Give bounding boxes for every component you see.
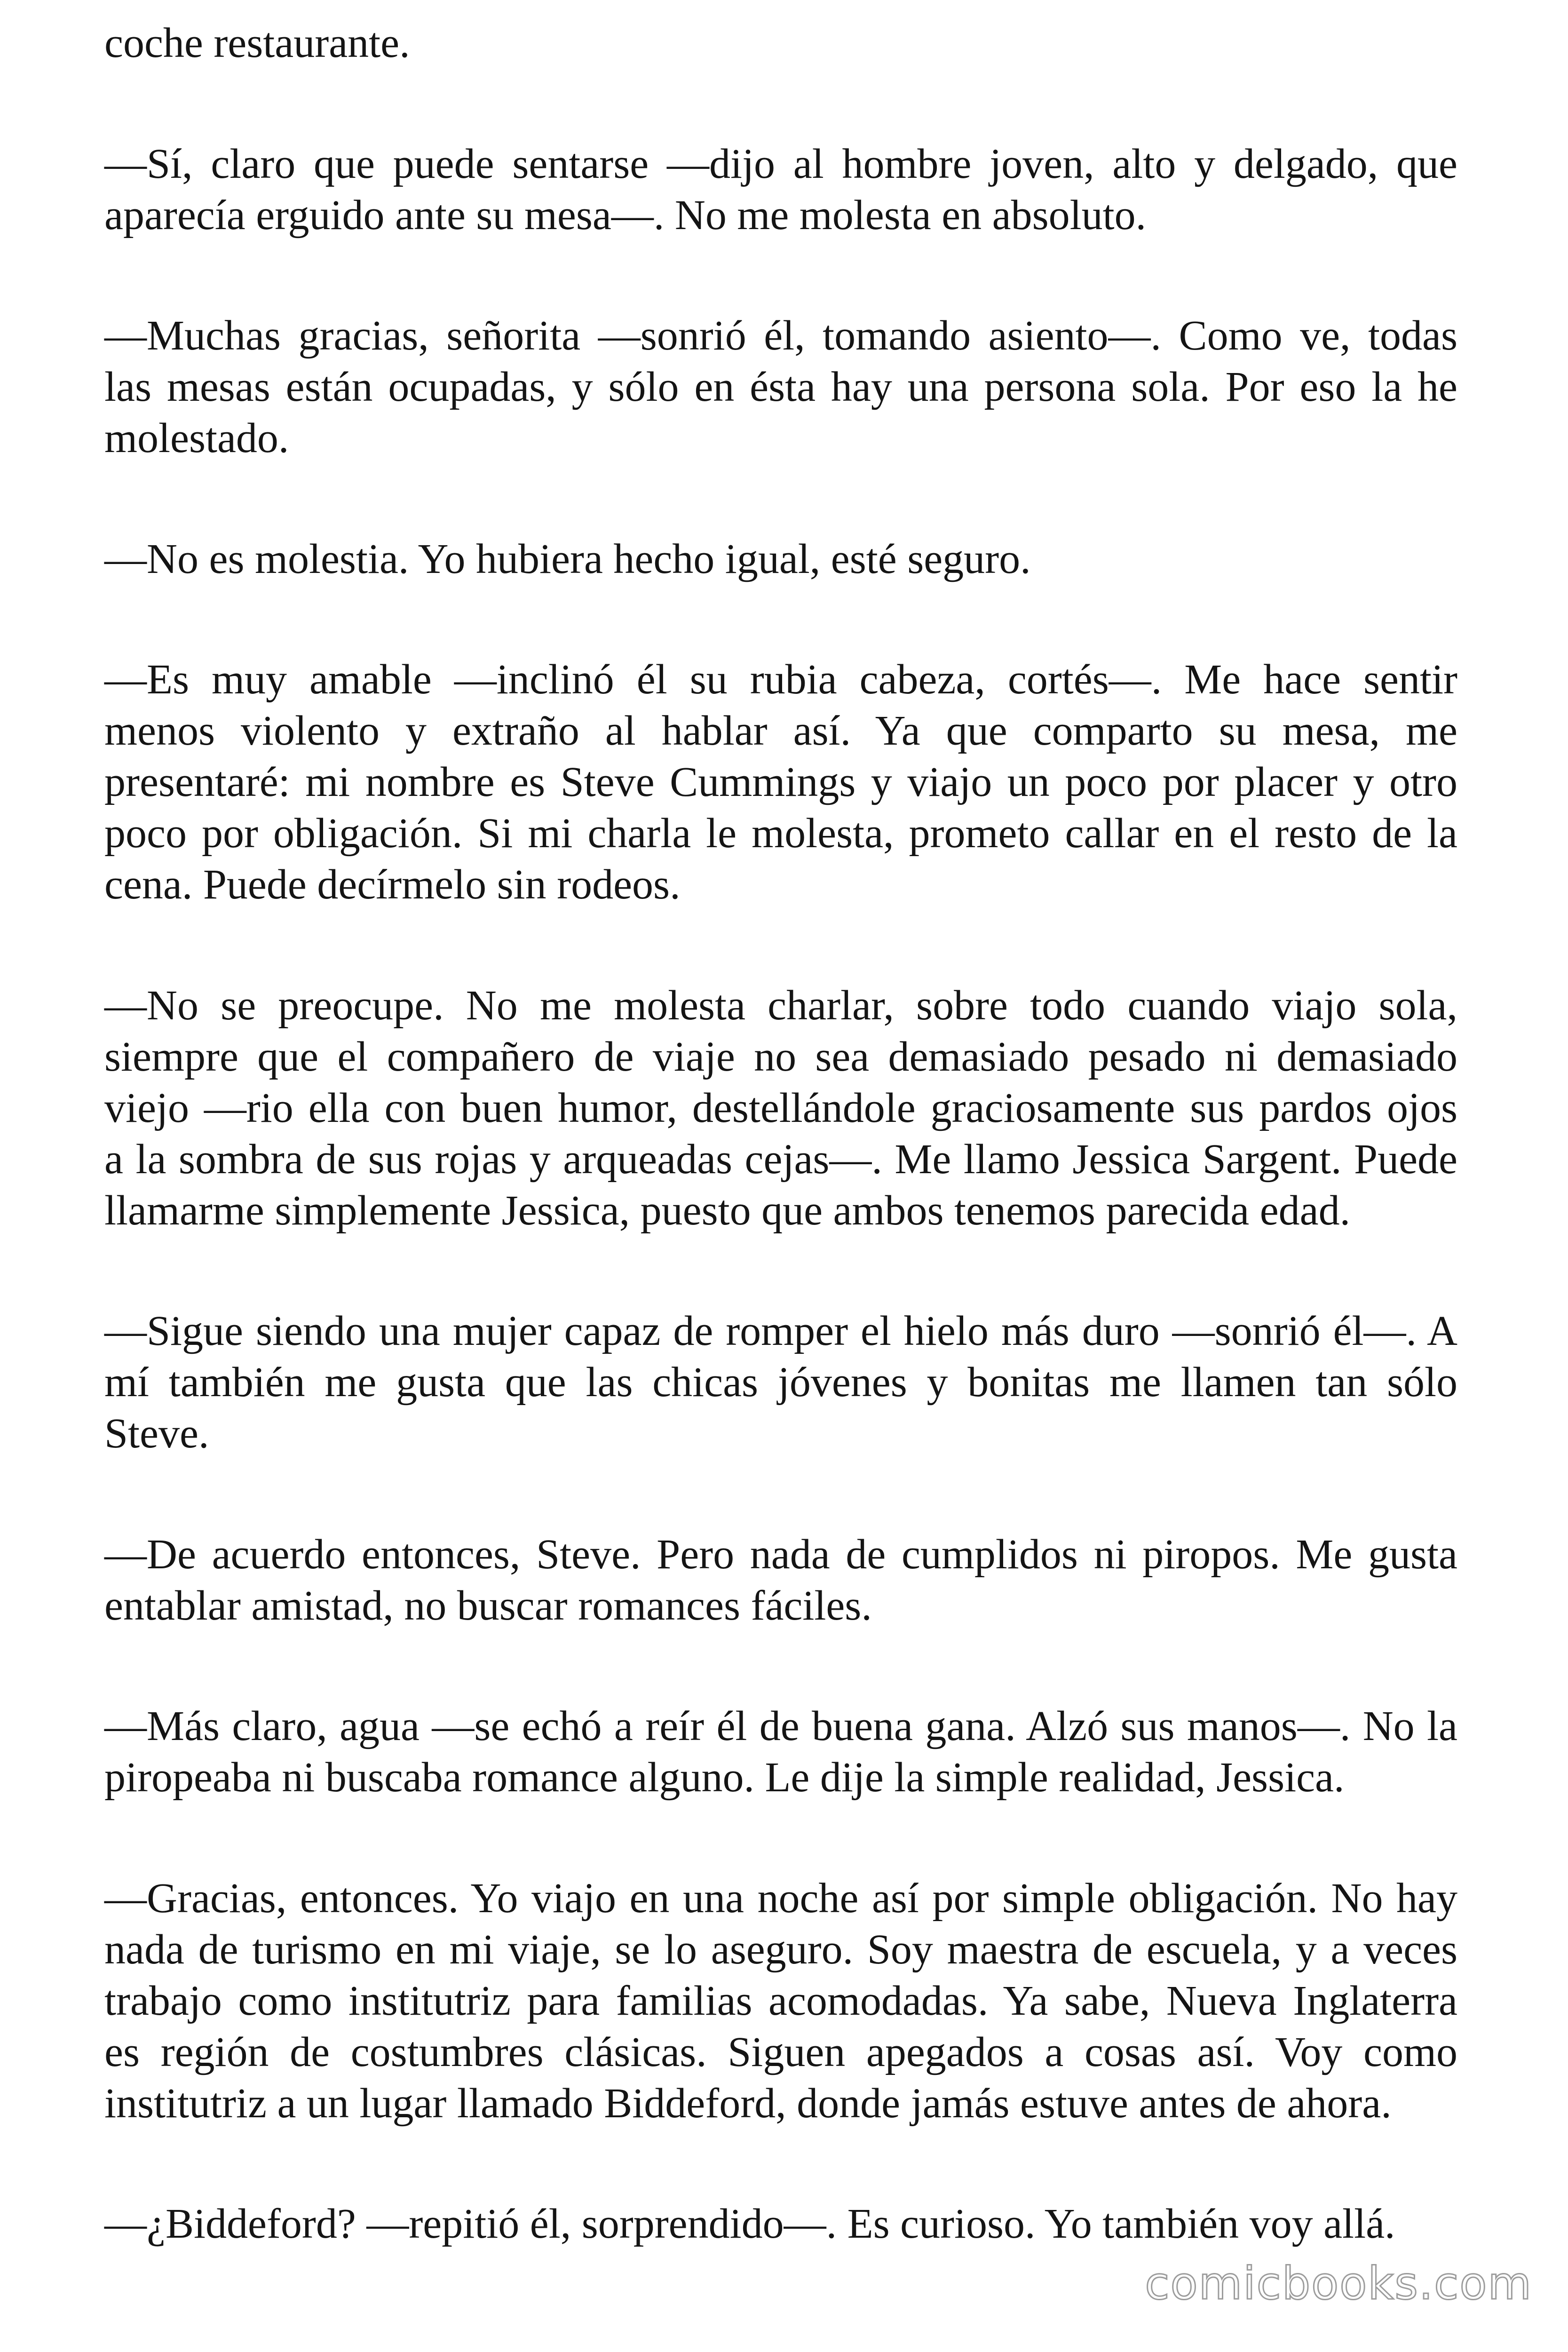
text-line: —De acuerdo entonces, Steve. Pero nada de cumplidos ni piropos. Me gusta [104,1531,1457,1578]
text-line: llamarme simplemente Jessica, puesto que ambos tenemos parecida edad. [104,1187,1351,1234]
text-line: siempre que el compañero de viaje no sea demasiado pesado ni demasiado [104,1033,1457,1080]
text-line: —Muchas gracias, señorita —sonrió él, tomando asiento—. Como ve, todas [104,312,1457,359]
text-line: molestado. [104,415,289,461]
paragraph [104,980,1457,1236]
paragraph [104,138,1457,241]
paragraph [104,310,1457,464]
text-line: piropeaba ni buscaba romance alguno. Le dije la simple realidad, Jessica. [104,1754,1345,1801]
text-line: cena. Puede decírmelo sin rodeos. [104,861,681,908]
paragraph [104,1529,1457,1631]
text-line: mí también me gusta que las chicas jóvenes y bonitas me llamen tan sólo [104,1359,1457,1406]
text-line: —Sí, claro que puede sentarse —dijo al hombre joven, alto y delgado, que [104,140,1457,187]
text-line: —Es muy amable —inclinó él su rubia cabeza, cortés—. Me hace sentir [104,656,1457,703]
text-line: menos violento y extraño al hablar así. Ya que comparto su mesa, me [104,707,1457,754]
watermark-logo: comicbooks.com [1145,2258,1532,2310]
text-line: —¿Biddeford? —repitió él, sorprendido—. Es curioso. Yo también voy allá. [104,2201,1395,2247]
text-line: institutriz a un lugar llamado Biddeford, donde jamás estuve antes de ahora. [104,2080,1392,2127]
paragraph [104,1873,1457,2129]
text-line: —Más claro, agua —se echó a reír él de buena gana. Alzó sus manos—. No la [104,1703,1457,1749]
text-line: —No es molestia. Yo hubiera hecho igual, esté seguro. [104,535,1031,582]
text-line: trabajo como institutriz para familias acomodadas. Ya sabe, Nueva Inglaterra [104,1977,1457,2024]
text-line: es región de costumbres clásicas. Siguen apegados a cosas así. Voy como [104,2028,1457,2075]
paragraph [104,1700,1457,1803]
text-line: aparecía erguido ante su mesa—. No me molesta en absoluto. [104,191,1147,238]
text-line: presentaré: mi nombre es Steve Cummings y viajo un poco por placer y otro [104,759,1457,805]
text-line: —Sigue siendo una mujer capaz de romper el hielo más duro —sonrió él—. A [104,1308,1457,1354]
text-line: viejo —rio ella con buen humor, destellándole graciosamente sus pardos ojos [104,1084,1457,1131]
text-line: —Gracias, entonces. Yo viajo en una noche así por simple obligación. No hay [104,1875,1457,1922]
text-line: entablar amistad, no buscar romances fáciles. [104,1582,872,1629]
text-line: —No se preocupe. No me molesta charlar, sobre todo cuando viajo sola, [104,982,1457,1029]
paragraph [104,1305,1457,1459]
text-line: nada de turismo en mi viaje, se lo aseguro. Soy maestra de escuela, y a veces [104,1926,1457,1973]
text-line: Steve. [104,1410,209,1457]
text-line: las mesas están ocupadas, y sólo en ésta hay una persona sola. Por eso la he [104,364,1457,410]
body-text [104,17,1457,2249]
paragraph [104,654,1457,910]
text-line: a la sombra de sus rojas y arqueadas cejas—. Me llamo Jessica Sargent. Puede [104,1136,1457,1183]
paragraph [104,17,1457,69]
paragraph [104,2198,1457,2249]
text-line: poco por obligación. Si mi charla le molesta, prometo callar en el resto de la [104,810,1457,857]
text-line: coche restaurante. [104,20,410,66]
paragraph [104,533,1457,585]
